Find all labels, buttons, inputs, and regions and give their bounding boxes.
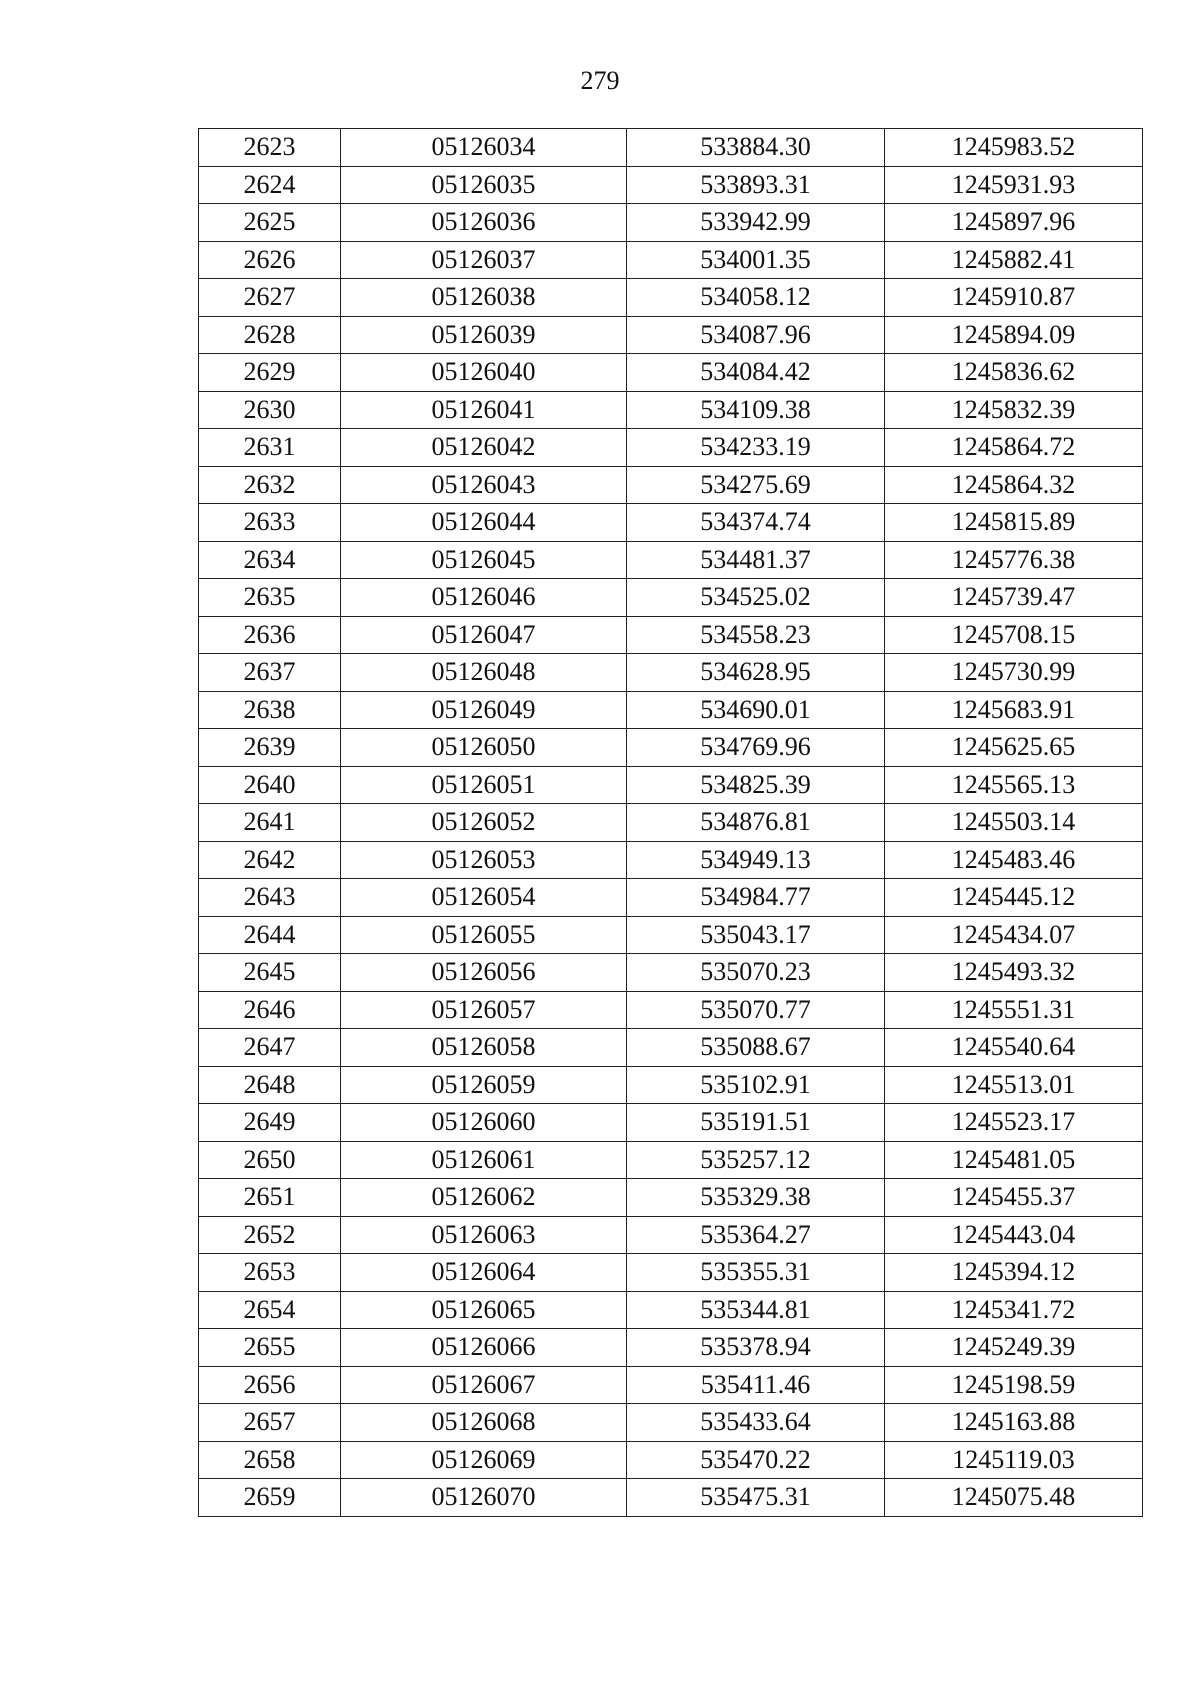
point-id-cell: 05126059 <box>341 1066 627 1104</box>
table-row <box>199 1366 1143 1404</box>
row-number-cell: 2655 <box>199 1329 341 1367</box>
easting-cell: 535043.17 <box>627 916 885 954</box>
table-row <box>199 1141 1143 1179</box>
northing-cell: 1245910.87 <box>885 279 1143 317</box>
point-id-cell: 05126066 <box>341 1329 627 1367</box>
northing-cell: 1245864.32 <box>885 466 1143 504</box>
row-number-cell: 2628 <box>199 316 341 354</box>
row-number-cell: 2649 <box>199 1104 341 1142</box>
easting-cell: 535364.27 <box>627 1216 885 1254</box>
table-row <box>199 1216 1143 1254</box>
table-row <box>199 1479 1143 1517</box>
point-id-cell: 05126034 <box>341 129 627 167</box>
table-row <box>199 391 1143 429</box>
northing-cell: 1245503.14 <box>885 804 1143 842</box>
northing-cell: 1245445.12 <box>885 879 1143 917</box>
row-number-cell: 2646 <box>199 991 341 1029</box>
row-number-cell: 2656 <box>199 1366 341 1404</box>
table-row <box>199 129 1143 167</box>
point-id-cell: 05126068 <box>341 1404 627 1442</box>
row-number-cell: 2624 <box>199 166 341 204</box>
point-id-cell: 05126038 <box>341 279 627 317</box>
northing-cell: 1245739.47 <box>885 579 1143 617</box>
point-id-cell: 05126069 <box>341 1441 627 1479</box>
point-id-cell: 05126046 <box>341 579 627 617</box>
easting-cell: 535344.81 <box>627 1291 885 1329</box>
table-row <box>199 166 1143 204</box>
row-number-cell: 2654 <box>199 1291 341 1329</box>
northing-cell: 1245836.62 <box>885 354 1143 392</box>
row-number-cell: 2623 <box>199 129 341 167</box>
easting-cell: 535070.23 <box>627 954 885 992</box>
table-row <box>199 1291 1143 1329</box>
row-number-cell: 2635 <box>199 579 341 617</box>
northing-cell: 1245198.59 <box>885 1366 1143 1404</box>
easting-cell: 535411.46 <box>627 1366 885 1404</box>
northing-cell: 1245565.13 <box>885 766 1143 804</box>
row-number-cell: 2632 <box>199 466 341 504</box>
table-row <box>199 1029 1143 1067</box>
point-id-cell: 05126062 <box>341 1179 627 1217</box>
northing-cell: 1245832.39 <box>885 391 1143 429</box>
table-row <box>199 1329 1143 1367</box>
row-number-cell: 2643 <box>199 879 341 917</box>
easting-cell: 534374.74 <box>627 504 885 542</box>
row-number-cell: 2652 <box>199 1216 341 1254</box>
table-row <box>199 804 1143 842</box>
row-number-cell: 2648 <box>199 1066 341 1104</box>
point-id-cell: 05126065 <box>341 1291 627 1329</box>
point-id-cell: 05126060 <box>341 1104 627 1142</box>
northing-cell: 1245481.05 <box>885 1141 1143 1179</box>
northing-cell: 1245434.07 <box>885 916 1143 954</box>
northing-cell: 1245983.52 <box>885 129 1143 167</box>
point-id-cell: 05126045 <box>341 541 627 579</box>
northing-cell: 1245523.17 <box>885 1104 1143 1142</box>
easting-cell: 535257.12 <box>627 1141 885 1179</box>
northing-cell: 1245394.12 <box>885 1254 1143 1292</box>
table-row <box>199 991 1143 1029</box>
row-number-cell: 2642 <box>199 841 341 879</box>
table-row <box>199 1404 1143 1442</box>
easting-cell: 533884.30 <box>627 129 885 167</box>
easting-cell: 534481.37 <box>627 541 885 579</box>
point-id-cell: 05126042 <box>341 429 627 467</box>
row-number-cell: 2647 <box>199 1029 341 1067</box>
table-row <box>199 204 1143 242</box>
northing-cell: 1245931.93 <box>885 166 1143 204</box>
point-id-cell: 05126063 <box>341 1216 627 1254</box>
point-id-cell: 05126064 <box>341 1254 627 1292</box>
easting-cell: 534628.95 <box>627 654 885 692</box>
easting-cell: 534001.35 <box>627 241 885 279</box>
row-number-cell: 2651 <box>199 1179 341 1217</box>
table-row <box>199 691 1143 729</box>
row-number-cell: 2639 <box>199 729 341 767</box>
table-row <box>199 1254 1143 1292</box>
row-number-cell: 2627 <box>199 279 341 317</box>
point-id-cell: 05126058 <box>341 1029 627 1067</box>
point-id-cell: 05126043 <box>341 466 627 504</box>
northing-cell: 1245513.01 <box>885 1066 1143 1104</box>
point-id-cell: 05126035 <box>341 166 627 204</box>
table-row <box>199 729 1143 767</box>
northing-cell: 1245864.72 <box>885 429 1143 467</box>
easting-cell: 534825.39 <box>627 766 885 804</box>
easting-cell: 535355.31 <box>627 1254 885 1292</box>
northing-cell: 1245341.72 <box>885 1291 1143 1329</box>
easting-cell: 535191.51 <box>627 1104 885 1142</box>
table-row <box>199 541 1143 579</box>
northing-cell: 1245708.15 <box>885 616 1143 654</box>
row-number-cell: 2650 <box>199 1141 341 1179</box>
row-number-cell: 2659 <box>199 1479 341 1517</box>
table-row <box>199 616 1143 654</box>
row-number-cell: 2630 <box>199 391 341 429</box>
row-number-cell: 2629 <box>199 354 341 392</box>
table-row <box>199 1441 1143 1479</box>
northing-cell: 1245075.48 <box>885 1479 1143 1517</box>
northing-cell: 1245894.09 <box>885 316 1143 354</box>
point-id-cell: 05126041 <box>341 391 627 429</box>
northing-cell: 1245882.41 <box>885 241 1143 279</box>
point-id-cell: 05126039 <box>341 316 627 354</box>
easting-cell: 534084.42 <box>627 354 885 392</box>
table-row <box>199 504 1143 542</box>
row-number-cell: 2636 <box>199 616 341 654</box>
row-number-cell: 2641 <box>199 804 341 842</box>
northing-cell: 1245493.32 <box>885 954 1143 992</box>
northing-cell: 1245730.99 <box>885 654 1143 692</box>
easting-cell: 535102.91 <box>627 1066 885 1104</box>
table-row <box>199 1179 1143 1217</box>
table-row <box>199 766 1143 804</box>
row-number-cell: 2640 <box>199 766 341 804</box>
easting-cell: 534525.02 <box>627 579 885 617</box>
easting-cell: 534275.69 <box>627 466 885 504</box>
easting-cell: 535070.77 <box>627 991 885 1029</box>
row-number-cell: 2644 <box>199 916 341 954</box>
easting-cell: 534058.12 <box>627 279 885 317</box>
table-row <box>199 579 1143 617</box>
northing-cell: 1245455.37 <box>885 1179 1143 1217</box>
northing-cell: 1245119.03 <box>885 1441 1143 1479</box>
row-number-cell: 2626 <box>199 241 341 279</box>
point-id-cell: 05126055 <box>341 916 627 954</box>
easting-cell: 534876.81 <box>627 804 885 842</box>
row-number-cell: 2631 <box>199 429 341 467</box>
northing-cell: 1245897.96 <box>885 204 1143 242</box>
easting-cell: 534109.38 <box>627 391 885 429</box>
point-id-cell: 05126067 <box>341 1366 627 1404</box>
point-id-cell: 05126056 <box>341 954 627 992</box>
easting-cell: 534984.77 <box>627 879 885 917</box>
row-number-cell: 2645 <box>199 954 341 992</box>
easting-cell: 534949.13 <box>627 841 885 879</box>
point-id-cell: 05126050 <box>341 729 627 767</box>
easting-cell: 535088.67 <box>627 1029 885 1067</box>
northing-cell: 1245625.65 <box>885 729 1143 767</box>
easting-cell: 534769.96 <box>627 729 885 767</box>
table-row <box>199 879 1143 917</box>
table-row <box>199 316 1143 354</box>
row-number-cell: 2638 <box>199 691 341 729</box>
table-row <box>199 279 1143 317</box>
point-id-cell: 05126047 <box>341 616 627 654</box>
table-row <box>199 1066 1143 1104</box>
row-number-cell: 2653 <box>199 1254 341 1292</box>
row-number-cell: 2658 <box>199 1441 341 1479</box>
easting-cell: 535475.31 <box>627 1479 885 1517</box>
point-id-cell: 05126040 <box>341 354 627 392</box>
easting-cell: 534087.96 <box>627 316 885 354</box>
point-id-cell: 05126052 <box>341 804 627 842</box>
table-row <box>199 916 1143 954</box>
easting-cell: 533893.31 <box>627 166 885 204</box>
table-row <box>199 841 1143 879</box>
northing-cell: 1245483.46 <box>885 841 1143 879</box>
point-id-cell: 05126053 <box>341 841 627 879</box>
northing-cell: 1245163.88 <box>885 1404 1143 1442</box>
point-id-cell: 05126036 <box>341 204 627 242</box>
easting-cell: 535433.64 <box>627 1404 885 1442</box>
point-id-cell: 05126051 <box>341 766 627 804</box>
northing-cell: 1245815.89 <box>885 504 1143 542</box>
easting-cell: 535329.38 <box>627 1179 885 1217</box>
table-row <box>199 429 1143 467</box>
northing-cell: 1245249.39 <box>885 1329 1143 1367</box>
point-id-cell: 05126061 <box>341 1141 627 1179</box>
table-row <box>199 1104 1143 1142</box>
table-row <box>199 954 1143 992</box>
northing-cell: 1245443.04 <box>885 1216 1143 1254</box>
northing-cell: 1245776.38 <box>885 541 1143 579</box>
easting-cell: 533942.99 <box>627 204 885 242</box>
easting-cell: 535378.94 <box>627 1329 885 1367</box>
point-id-cell: 05126037 <box>341 241 627 279</box>
northing-cell: 1245683.91 <box>885 691 1143 729</box>
row-number-cell: 2633 <box>199 504 341 542</box>
table-row <box>199 241 1143 279</box>
point-id-cell: 05126048 <box>341 654 627 692</box>
point-id-cell: 05126057 <box>341 991 627 1029</box>
easting-cell: 534690.01 <box>627 691 885 729</box>
page-number: 279 <box>580 66 620 95</box>
easting-cell: 534233.19 <box>627 429 885 467</box>
point-id-cell: 05126054 <box>341 879 627 917</box>
table-body <box>199 129 1143 1517</box>
easting-cell: 535470.22 <box>627 1441 885 1479</box>
northing-cell: 1245551.31 <box>885 991 1143 1029</box>
northing-cell: 1245540.64 <box>885 1029 1143 1067</box>
easting-cell: 534558.23 <box>627 616 885 654</box>
point-id-cell: 05126070 <box>341 1479 627 1517</box>
row-number-cell: 2634 <box>199 541 341 579</box>
row-number-cell: 2625 <box>199 204 341 242</box>
coordinates-table <box>198 128 1143 1517</box>
table-row <box>199 354 1143 392</box>
table-row <box>199 654 1143 692</box>
row-number-cell: 2637 <box>199 654 341 692</box>
table-row <box>199 466 1143 504</box>
row-number-cell: 2657 <box>199 1404 341 1442</box>
point-id-cell: 05126049 <box>341 691 627 729</box>
point-id-cell: 05126044 <box>341 504 627 542</box>
